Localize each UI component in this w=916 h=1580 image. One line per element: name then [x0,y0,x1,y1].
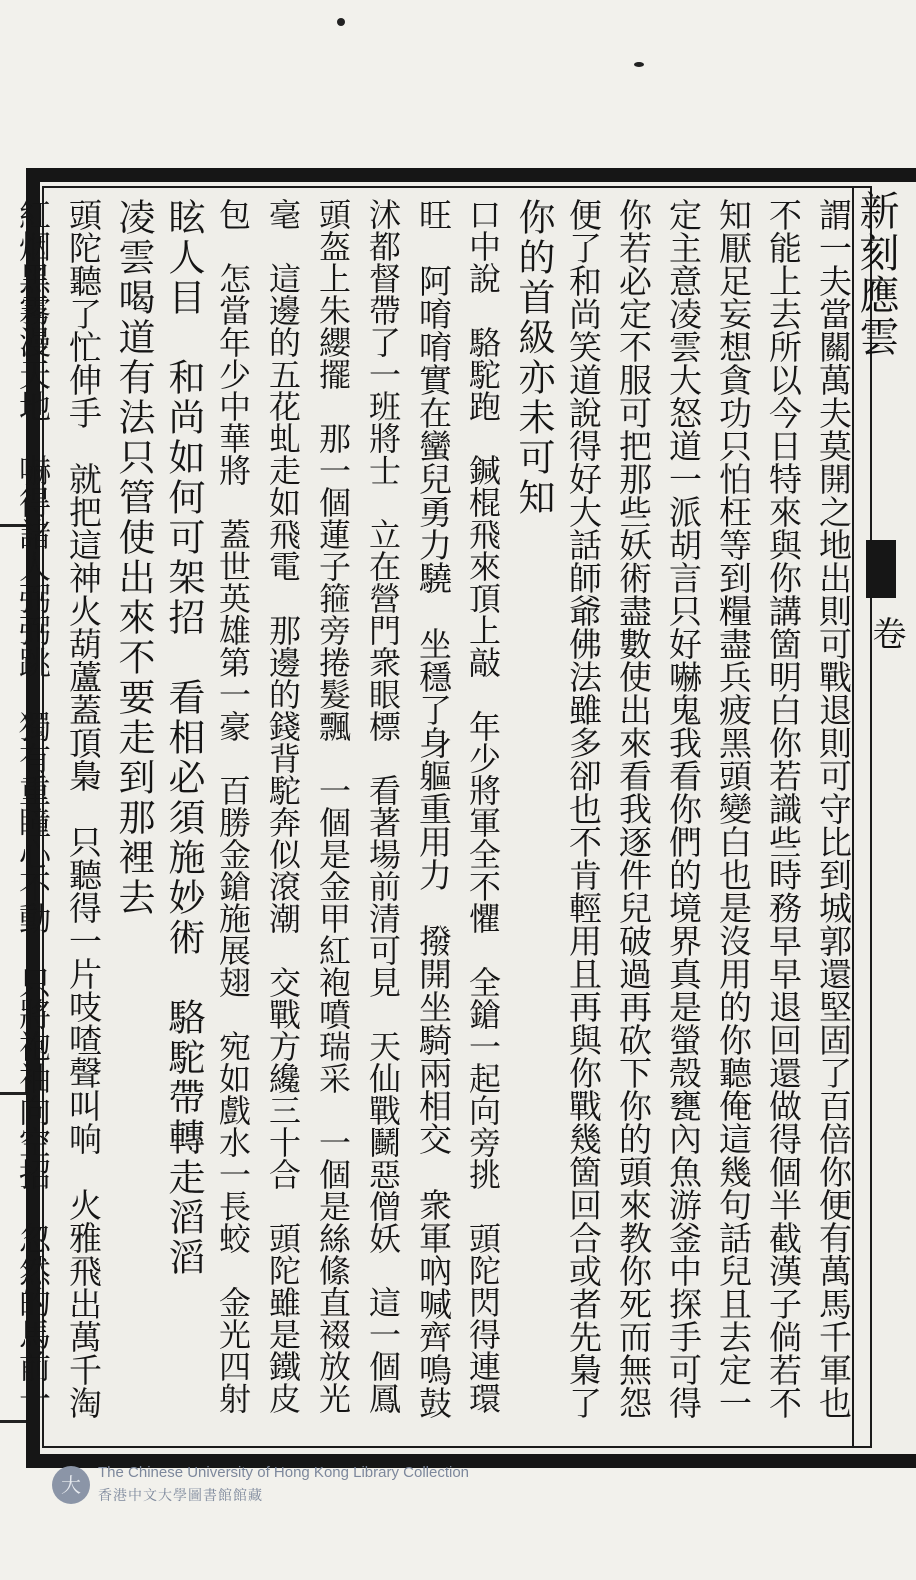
watermark-chinese: 香港中文大學圖書館館藏 [98,1488,263,1504]
ink-speck [634,62,644,67]
text-column-14: 眩人目 和尚如何可架招 看相必須施妙術 駱駝帶轉走滔滔 [162,198,205,1278]
text-column-6: 便了和尚笑道說得好大話師爺佛法雖多卻也不肯輕用且再與你戰幾箇回合或者先梟了 [564,198,603,1419]
text-column-2: 不能上去所以今日特來與你講箇明白你若識些時務早早退回還做得個半截漢子倘若不 [764,198,803,1419]
page-gutter [852,186,900,1448]
gutter-fishtail-mark [866,540,896,598]
text-column-7: 你的首級亦未可知 [512,198,555,518]
text-column-5: 你若必定不服可把那些妖術盡數使出來看我逐件兒破過再砍下你的頭來教你死而無怨 [614,198,653,1419]
text-column-16: 頭陀聽了忙伸手 就把這神火葫蘆蓋頂梟 只聽得一片吱喳聲叫响 火雅飛出萬千淘 [64,198,103,1419]
text-body [14,198,858,1438]
ink-speck [337,18,345,26]
watermark-english: The Chinese University of Hong Kong Library Collection [98,1464,470,1481]
text-column-15: 凌雲喝道有法只管使出來不要走到那裡去 [112,198,155,918]
running-subtitle: 卷 [866,616,906,650]
library-logo-icon: 大 [52,1466,90,1504]
text-column-8: 口中說 駱駝跑 鍼棍飛來頂上敲 年少將軍全不懼 全鎗一起向旁挑 頭陀閃得連環 [464,198,502,1414]
text-column-17: 紅烟黑霧漫天地 嚇得諸人弼弼跳 獨有重瞳心不動 只將袍袖向空招 忽然的馬前一 [14,198,52,1414]
library-watermark [52,1462,512,1512]
running-title: 新刻應雲 [853,190,899,358]
text-column-12: 毫 這邊的五花虬走如飛電 那邊的錢背駝奔似滾潮 交戰方纔三十合 頭陀雖是鐵皮 [264,198,302,1414]
text-column-11: 頭盔上朱纓擺 那一個蓮子箍旁捲髮飄 一個是金甲紅袍噴瑞采 一個是絲絛直裰放光 [314,198,352,1414]
text-column-4: 定主意凌雲大怒道一派胡言只好嚇鬼我看你們的境界真是螢殼甕內魚游釜中探手可得 [664,198,703,1419]
text-column-3: 知厭足妄想貪功只怕枉等到糧盡兵疲黑頭變白也是沒用的你聽俺這幾句話兒且去定一 [714,198,753,1419]
text-column-1: 謂一夫當關萬夫莫開之地出則可戰退則可守比到城郭還堅固了百倍你便有萬馬千軍也 [814,198,853,1419]
text-column-10: 沭都督帶了一班將士 立在營門衆眼標 看著場前清可見 天仙戰鬭惡僧妖 這一個鳳 [364,198,402,1414]
text-column-9: 旺 阿唷唷實在蠻兒勇力驍 坐穩了身軀重用力 撥開坐騎兩相交 衆軍吶喊齊鳴鼓 [414,198,453,1419]
text-column-13: 包 怎當年少中華將 蓋世英雄第一豪 百勝金鎗施展翅 宛如戲水一長蛟 金光四射 [214,198,252,1414]
